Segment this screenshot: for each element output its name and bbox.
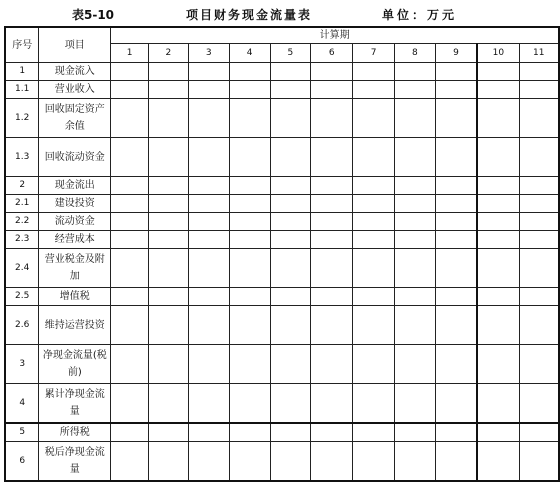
period-cell [435,99,477,138]
period-cell [111,138,149,177]
period-cell [270,384,311,424]
period-cell [188,442,229,482]
period-cell [270,63,311,81]
row-item: 建设投资 [39,195,111,213]
period-cell [477,213,519,231]
period-cell [229,177,270,195]
row-item: 增值税 [39,288,111,306]
period-cell [270,138,311,177]
period-cell [111,195,149,213]
header-seq: 序号 [5,27,39,63]
period-cell [229,423,270,442]
period-cell [270,288,311,306]
period-11: 11 [519,44,559,63]
period-cell [149,423,189,442]
period-cell [477,81,519,99]
period-cell [435,423,477,442]
period-cell [519,384,559,424]
period-cell [435,195,477,213]
period-cell [111,177,149,195]
period-1: 1 [111,44,149,63]
table-row [5,63,559,81]
header-period: 计算期 [111,27,559,44]
table-title [0,0,560,26]
period-cell [311,231,353,249]
period-cell [477,138,519,177]
period-cell [188,249,229,288]
period-cell [229,384,270,424]
row-seq: 1 [5,63,39,81]
row-item: 经营成本 [39,231,111,249]
period-cell [270,177,311,195]
period-cell [477,177,519,195]
period-cell [149,345,189,384]
period-cell [270,231,311,249]
period-cell [353,81,395,99]
period-cell [311,81,353,99]
period-cell [111,249,149,288]
period-cell [353,231,395,249]
period-cell [353,213,395,231]
period-cell [111,423,149,442]
period-cell [270,345,311,384]
row-item: 税后净现金流量 [39,442,111,482]
period-cell [394,384,435,424]
row-seq: 1.2 [5,99,39,138]
period-cell [311,63,353,81]
table-name: 项目财务现金流量表 [186,8,313,22]
period-cell [477,231,519,249]
row-seq: 4 [5,384,39,424]
row-item: 流动资金 [39,213,111,231]
period-cell [270,195,311,213]
period-cell [394,177,435,195]
period-cell [477,288,519,306]
period-cell [311,213,353,231]
table-row [5,81,559,99]
period-cell [477,195,519,213]
header-item: 项目 [39,27,111,63]
period-cell [149,99,189,138]
period-cell [311,384,353,424]
period-cell [149,138,189,177]
row-seq: 1.3 [5,138,39,177]
period-cell [188,63,229,81]
period-cell [353,195,395,213]
row-seq: 2.3 [5,231,39,249]
period-cell [188,99,229,138]
period-cell [353,177,395,195]
row-seq: 3 [5,345,39,384]
period-cell [519,231,559,249]
period-cell [394,195,435,213]
period-cell [188,177,229,195]
period-cell [311,345,353,384]
period-cell [270,306,311,345]
period-3: 3 [188,44,229,63]
period-cell [477,384,519,424]
period-cell [435,288,477,306]
header-row [5,27,559,44]
period-cell [149,177,189,195]
period-cell [229,99,270,138]
row-item: 维持运营投资 [39,306,111,345]
period-cell [435,63,477,81]
period-cell [149,231,189,249]
period-cell [111,213,149,231]
period-cell [149,288,189,306]
table-row [5,231,559,249]
row-item: 营业税金及附加 [39,249,111,288]
period-cell [435,384,477,424]
period-cell [394,423,435,442]
row-seq: 1.1 [5,81,39,99]
period-cell [394,81,435,99]
row-item: 回收固定资产余值 [39,99,111,138]
period-cell [477,442,519,482]
period-cell [311,288,353,306]
period-cell [229,138,270,177]
period-cell [311,195,353,213]
period-cell [188,195,229,213]
period-cell [188,81,229,99]
row-seq: 2.4 [5,249,39,288]
period-cell [111,63,149,81]
period-cell [311,423,353,442]
period-cell [311,99,353,138]
period-cell [149,384,189,424]
period-cell [270,423,311,442]
period-cell [519,81,559,99]
period-cell [353,249,395,288]
period-cell [435,177,477,195]
period-cell [229,288,270,306]
period-cell [111,442,149,482]
table-row [5,288,559,306]
period-cell [270,442,311,482]
period-cell [477,423,519,442]
period-cell [353,442,395,482]
period-8: 8 [394,44,435,63]
period-cell [519,63,559,81]
period-cell [229,231,270,249]
row-seq: 5 [5,423,39,442]
period-cell [435,213,477,231]
period-cell [229,249,270,288]
period-cell [519,99,559,138]
period-cell [394,306,435,345]
table-unit: 单位：万元 [382,8,458,22]
period-cell [519,345,559,384]
table-row [5,195,559,213]
row-seq: 2 [5,177,39,195]
period-cell [188,213,229,231]
period-cell [519,213,559,231]
period-cell [394,99,435,138]
period-cell [435,231,477,249]
period-cell [229,63,270,81]
cash-flow-table [4,26,560,482]
period-cell [111,345,149,384]
period-cell [394,231,435,249]
period-cell [519,306,559,345]
period-cell [229,195,270,213]
period-cell [270,81,311,99]
period-cell [188,306,229,345]
period-cell [149,306,189,345]
period-cell [477,99,519,138]
period-cell [111,306,149,345]
period-cell [311,306,353,345]
period-cell [394,288,435,306]
period-cell [394,63,435,81]
table-row [5,423,559,442]
period-cell [353,288,395,306]
period-cell [270,213,311,231]
period-cell [188,345,229,384]
table-row [5,99,559,138]
period-cell [149,249,189,288]
period-cell [353,384,395,424]
period-cell [149,63,189,81]
period-cell [394,138,435,177]
period-4: 4 [229,44,270,63]
period-cell [353,306,395,345]
row-item: 现金流出 [39,177,111,195]
table-row [5,249,559,288]
row-seq: 2.2 [5,213,39,231]
period-cell [353,99,395,138]
row-item: 所得税 [39,423,111,442]
period-cell [311,177,353,195]
row-seq: 2.6 [5,306,39,345]
period-cell [353,63,395,81]
period-cell [149,442,189,482]
period-cell [353,345,395,384]
period-5: 5 [270,44,311,63]
period-cell [435,345,477,384]
period-cell [519,442,559,482]
period-cell [111,384,149,424]
period-cell [519,177,559,195]
period-cell [435,249,477,288]
period-cell [394,442,435,482]
period-cell [188,231,229,249]
period-cell [229,213,270,231]
table-row [5,138,559,177]
period-cell [188,288,229,306]
period-cell [311,249,353,288]
period-cell [149,195,189,213]
period-cell [188,138,229,177]
period-cell [111,81,149,99]
table-row [5,442,559,482]
period-cell [519,423,559,442]
period-cell [477,63,519,81]
table-row [5,306,559,345]
period-cell [229,81,270,99]
period-cell [353,423,395,442]
period-cell [188,423,229,442]
period-cell [311,442,353,482]
period-cell [353,138,395,177]
period-cell [111,231,149,249]
period-cell [519,288,559,306]
table-row [5,384,559,424]
period-2: 2 [149,44,189,63]
period-10: 10 [477,44,519,63]
period-cell [519,138,559,177]
row-seq: 6 [5,442,39,482]
table-row [5,177,559,195]
period-cell [477,345,519,384]
period-cell [149,213,189,231]
table-row [5,345,559,384]
table-row [5,213,559,231]
period-cell [435,138,477,177]
period-cell [188,384,229,424]
period-cell [229,306,270,345]
row-item: 营业收入 [39,81,111,99]
period-cell [435,306,477,345]
period-cell [270,99,311,138]
period-cell [519,195,559,213]
period-cell [394,249,435,288]
period-cell [394,345,435,384]
row-item: 现金流入 [39,63,111,81]
period-cell [229,442,270,482]
period-cell [111,288,149,306]
period-cell [394,213,435,231]
period-cell [477,306,519,345]
period-cell [477,249,519,288]
period-cell [111,99,149,138]
period-cell [149,81,189,99]
row-item: 净现金流量(税前) [39,345,111,384]
row-seq: 2.5 [5,288,39,306]
row-item: 累计净现金流量 [39,384,111,424]
row-seq: 2.1 [5,195,39,213]
period-6: 6 [311,44,353,63]
period-cell [435,81,477,99]
table-number: 表5-10 [72,8,115,22]
period-cell [435,442,477,482]
period-cell [311,138,353,177]
period-7: 7 [353,44,395,63]
period-9: 9 [435,44,477,63]
period-cell [270,249,311,288]
period-cell [229,345,270,384]
period-cell [519,249,559,288]
row-item: 回收流动资金 [39,138,111,177]
